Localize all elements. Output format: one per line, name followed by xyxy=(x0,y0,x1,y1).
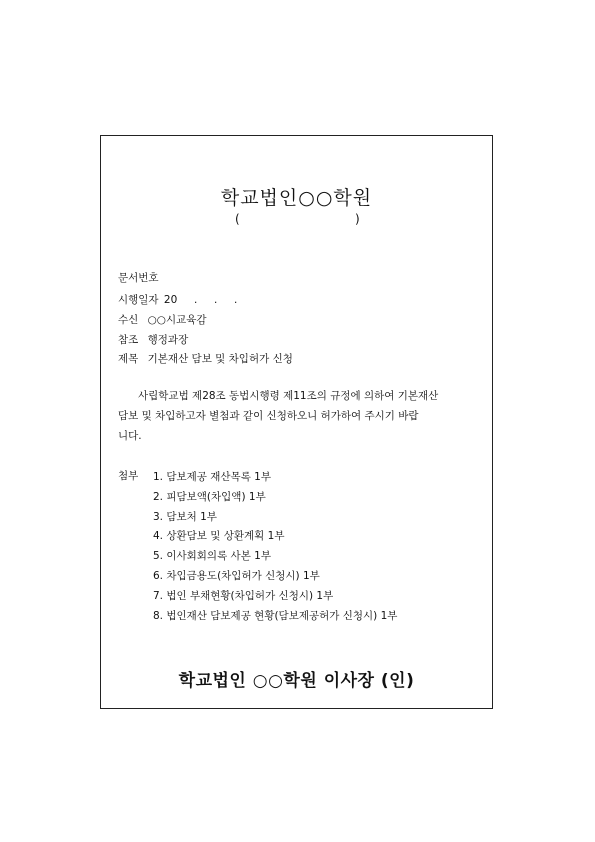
recipient-row xyxy=(118,312,207,327)
subject-label: 제목 xyxy=(118,353,139,365)
document-frame xyxy=(100,135,493,709)
reference-label: 참조 xyxy=(118,334,139,346)
body-line-3: 니다. xyxy=(118,430,142,442)
attachment-item: 8. 법인재산 담보제공 현황(담보제공허가 신청시) 1부 xyxy=(153,609,398,622)
paren-open: ( xyxy=(235,212,240,226)
date-row xyxy=(118,292,237,307)
attachment-item: 5. 이사회회의록 사본 1부 xyxy=(153,550,271,563)
recipient-value: ○○시교육감 xyxy=(147,314,207,326)
attachment-item: 6. 차입금용도(차입허가 신청시) 1부 xyxy=(153,569,320,582)
subject-row xyxy=(118,351,293,366)
attachment-item: 4. 상환담보 및 상환계획 1부 xyxy=(153,530,285,543)
doc-number-row xyxy=(118,270,159,285)
attachment-item: 2. 피담보액(차입액) 1부 xyxy=(153,490,266,503)
doc-number-label: 문서번호 xyxy=(118,272,159,284)
subject-value: 기본재산 담보 및 차입허가 신청 xyxy=(147,353,293,365)
date-label: 시행일자 xyxy=(118,294,159,306)
request-body xyxy=(118,386,478,446)
signature-line: 학교법인 ○○학원 이사장 (인) xyxy=(178,671,415,691)
paren-close: ) xyxy=(355,212,360,226)
date-value: 20 . . . xyxy=(163,294,238,306)
recipient-label: 수신 xyxy=(118,314,139,326)
attachments-label: 첨부 xyxy=(118,470,139,482)
reference-value: 행정과장 xyxy=(147,334,189,346)
attachment-item: 7. 법인 부채현황(차입허가 신청시) 1부 xyxy=(153,589,334,602)
body-line-2: 담보 및 차입하고자 별첨과 같이 신청하오니 허가하여 주시기 바랍 xyxy=(118,410,419,422)
body-line-1: 사립학교법 제28조 동법시행령 제11조의 규정에 의하여 기본재산 xyxy=(138,390,439,402)
attachments-list xyxy=(153,468,397,626)
attachment-item: 3. 담보처 1부 xyxy=(153,510,217,523)
document-title: 학교법인○○학원 xyxy=(220,187,373,209)
attachment-item: 1. 담보제공 재산목록 1부 xyxy=(153,471,271,483)
reference-row xyxy=(118,332,188,347)
